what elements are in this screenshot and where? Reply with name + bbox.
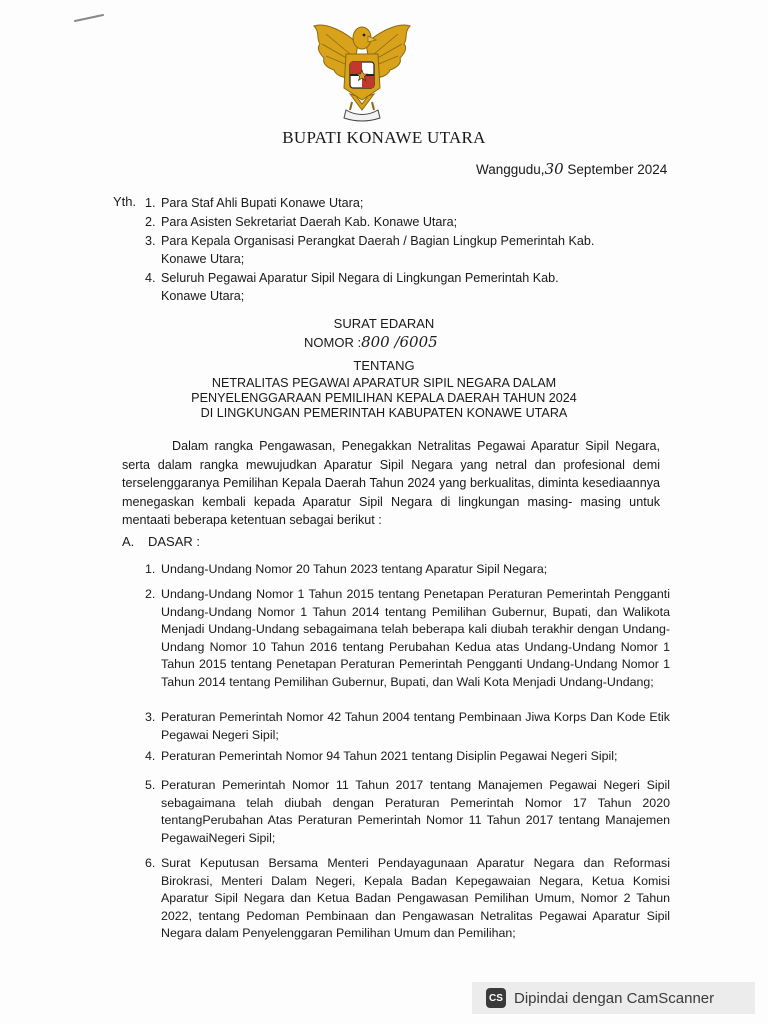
handwritten-date-day: 30: [544, 160, 564, 178]
list-item: [145, 748, 670, 766]
subject-line: PENYELENGGARAAN PEMILIHAN KEPALA DAERAH TAHUN 2024: [191, 391, 577, 405]
letter-number-label: NOMOR :: [304, 335, 362, 350]
camscanner-icon: CS: [486, 988, 506, 1008]
list-item-text: Surat Keputusan Bersama Menteri Pendayagunaan Aparatur Negara dan Reformasi Birokrasi, Menteri Dalam Negeri, Kepala Badan Kepegawaian Negara, Ketua Komisi Aparatur Sipil Negara dan Ketua Badan Pengawasan Pemilihan Umum, Nomor 2 Tahun 2022, tentang Pedoman Pembinaan dan Pengawasan Netralitas Pegawai Aparatur Sipil Negara dalam Penyelenggaran Pemilihan Umum dan Pemilihan;: [161, 856, 670, 940]
list-item-number: 3.: [145, 710, 156, 724]
subject-line: NETRALITAS PEGAWAI APARATUR SIPIL NEGARA DALAM: [211, 376, 557, 390]
list-item: [145, 777, 670, 847]
pen-stroke-mark: [74, 14, 104, 22]
letter-subject: [0, 376, 768, 421]
recipients-label: Yth.: [113, 194, 137, 209]
list-item-number: 5.: [145, 778, 156, 792]
camscanner-watermark: [472, 982, 755, 1014]
subject-line: DI LINGKUNGAN PEMERINTAH KABUPATEN KONAWE UTARA: [200, 406, 568, 420]
section-title: DASAR :: [148, 534, 201, 549]
letter-type: SURAT EDARAN: [333, 316, 435, 331]
list-item-text: Peraturan Pemerintah Nomor 94 Tahun 2021 tentang Disiplin Pegawai Negeri Sipil;: [161, 749, 618, 763]
list-item: [145, 855, 670, 943]
list-item: [145, 586, 670, 691]
list-item: [145, 561, 670, 579]
intro-paragraph: Dalam rangka Pengawasan, Penegakkan Netralitas Pegawai Aparatur Sipil Negara, serta dalam rangka mewujudkan Aparatur Sipil Negara yang netral dan profesional demi terselenggaranya Pemilihan Kepala Daerah Tahun 2024 yang berkualitas, diminta kesediaannya menegaskan kembali kepada Aparatur Sipil Negara di lingkungan masing- masing untuk mentaati beberapa ketentuan sebagai berikut :: [122, 439, 660, 527]
list-item-text: Seluruh Pegawai Aparatur Sipil Negara di Lingkungan Pemerintah Kab. Konawe Utara;: [161, 271, 559, 303]
place-name: Wanggudu,: [476, 162, 545, 177]
list-item-number: 4.: [145, 271, 156, 285]
section-heading: [122, 534, 200, 549]
garuda-emblem-icon: [306, 14, 418, 126]
list-item-number: 2.: [145, 587, 156, 601]
letter-number: [304, 333, 438, 351]
section-letter: A.: [122, 534, 135, 549]
list-item-text: Undang-Undang Nomor 1 Tahun 2015 tentang Penetapan Peraturan Pemerintah Pengganti Undang-Undang Nomor 1 Tahun 2014 tentang Pemilihan Gubernur, Bupati, dan Walikota Menjadi Undang-Undang sebagaimana telah beberapa kali diubah terakhir dengan Undang- Undang Nomor 10 Tahun 2016 tentang Perubahan Kedua atas Undang-Undang Nomor 1 Tahun 2015 tentang Penetapan Peraturan Pemerintah Pengganti Undang-Undang Nomor 1 Tahun 2014 tentang Pemilihan Gubernur, Bupati, dan Wali Kota Menjadi Undang-Undang;: [161, 587, 670, 689]
list-item-text: Undang-Undang Nomor 20 Tahun 2023 tentang Aparatur Sipil Negara;: [161, 562, 548, 576]
list-item-text: Peraturan Pemerintah Nomor 11 Tahun 2017 tentang Manajemen Pegawai Negeri Sipil sebagaimana telah diubah dengan Peraturan Pemerintah Nomor 17 Tahun 2020 tentangPerubahan Atas Peraturan Pemerintah Nomor 11 Tahun 2017 tentang Manajemen PegawaiNegeri Sipil;: [161, 778, 670, 845]
office-heading: BUPATI KONAWE UTARA: [282, 128, 486, 147]
list-item: [145, 709, 670, 744]
list-item-number: 4.: [145, 749, 156, 763]
recipients-list: [145, 194, 605, 305]
list-item: [145, 232, 605, 268]
list-item: [145, 194, 605, 212]
date-month-year: September 2024: [567, 162, 668, 177]
list-item: [145, 269, 605, 305]
list-item-number: 1.: [145, 562, 156, 576]
list-item: [145, 213, 605, 231]
list-item-number: 1.: [145, 196, 156, 210]
place-date: [476, 160, 667, 178]
watermark-label: Dipindai dengan CamScanner: [514, 989, 715, 1007]
list-item-text: Peraturan Pemerintah Nomor 42 Tahun 2004 tentang Pembinaan Jiwa Korps Dan Kode Etik Pegawai Negeri Sipil;: [161, 710, 670, 742]
list-item-number: 2.: [145, 215, 156, 229]
list-item-text: Para Kepala Organisasi Perangkat Daerah / Bagian Lingkup Pemerintah Kab. Konawe Utara;: [161, 234, 595, 266]
list-item-number: 6.: [145, 856, 156, 870]
handwritten-letter-number: 800 /6005: [361, 333, 438, 351]
list-item-number: 3.: [145, 234, 156, 248]
list-item-text: Para Staf Ahli Bupati Konawe Utara;: [161, 196, 364, 210]
letter-about: TENTANG: [353, 358, 415, 373]
list-item-text: Para Asisten Sekretariat Daerah Kab. Konawe Utara;: [161, 215, 458, 229]
